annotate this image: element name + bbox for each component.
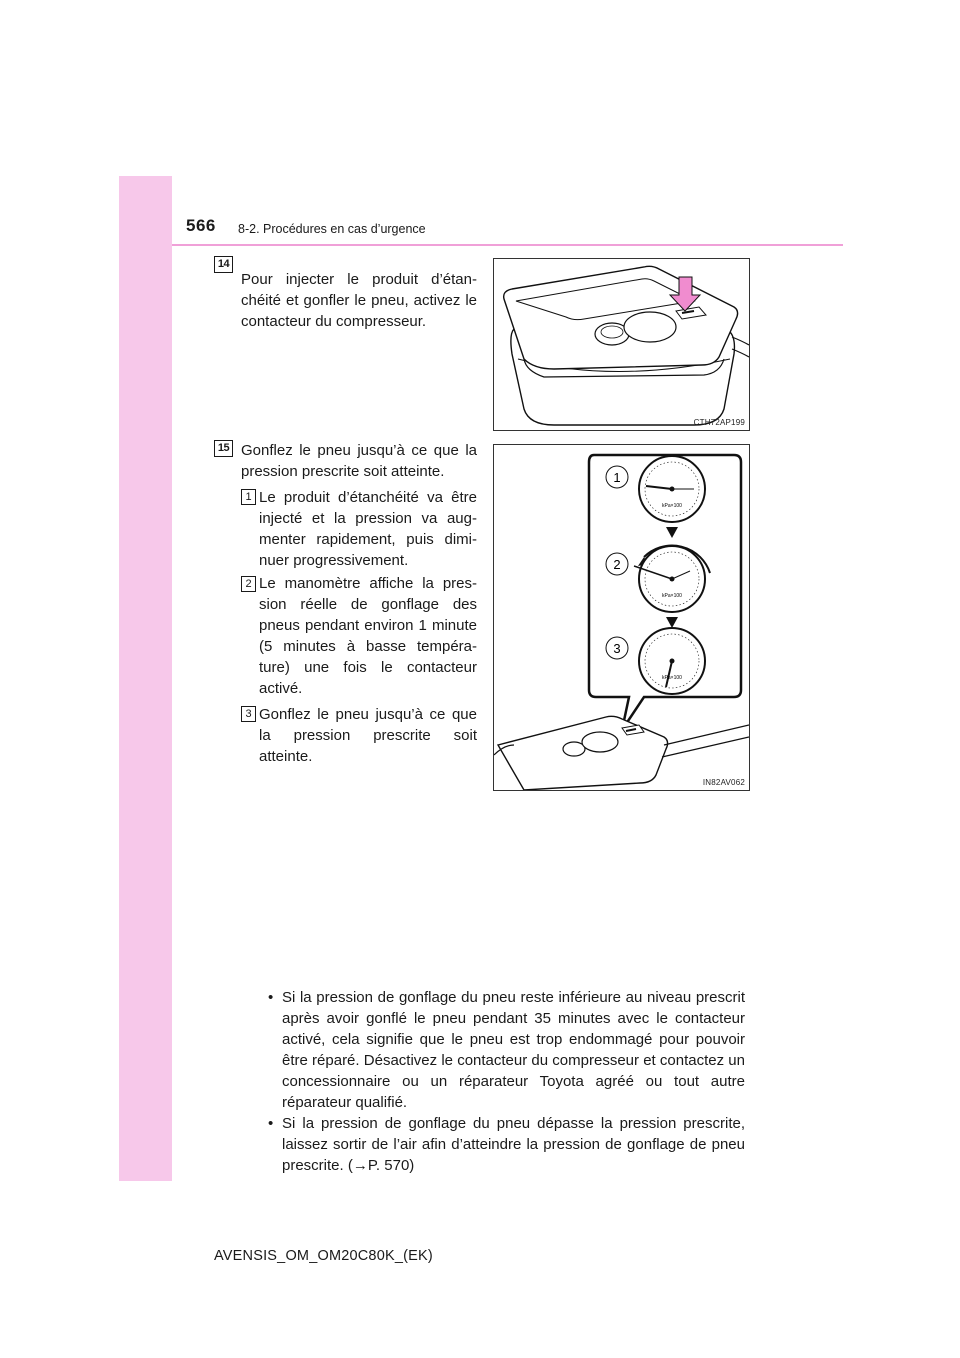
substep-1-text: Le produit d’étanchéité va être injecté et la pression va aug-menter rapidement, puis dimi-nuer progressivement. bbox=[259, 489, 477, 569]
gauge-unit-label: kPa×100 bbox=[662, 503, 682, 509]
footer-doc-code: AVENSIS_OM_OM20C80K_(EK) bbox=[214, 1248, 433, 1264]
gauge-1 bbox=[639, 456, 705, 522]
compressor-switch-figure bbox=[493, 258, 750, 431]
substep-badge-3: 3 bbox=[241, 706, 256, 722]
gauge-unit-label: kPa×100 bbox=[662, 593, 682, 599]
step-14-text: Pour injecter le produit d’étan-chéité et gonfler le pneu, activez le contacteur du compresseur. bbox=[241, 271, 477, 330]
compressor-illustration bbox=[494, 259, 749, 430]
page-number: 566 bbox=[186, 216, 216, 235]
note-item: • Si la pression de gonflage du pneu reste inférieure au niveau prescrit après avoir gonflé le pneu pendant 35 minutes avec le contacteur activé, cela signifie que le pneu est trop endommagé pour pouvoir être réparé. Désactivez le contacteur du compresseur et contactez un concessionnaire ou un réparateur Toyota agréé ou tout autre réparateur qualifié. bbox=[268, 987, 745, 1113]
gauge-3 bbox=[639, 628, 705, 694]
figure-code: IN82AV062 bbox=[702, 778, 745, 787]
callout-1: 1 bbox=[613, 470, 621, 485]
figure-code: CTH72AP199 bbox=[693, 418, 745, 427]
step-badge-15: 15 bbox=[214, 440, 233, 457]
callout-3: 3 bbox=[613, 641, 621, 656]
step-badge-14: 14 bbox=[214, 256, 233, 273]
side-tab-band bbox=[119, 176, 172, 1181]
substep-2-text: Le manomètre affiche la pres-sion réelle de gonflage des pneus pendant environ 1 minute (5 minutes à basse tempéra-ture) une fois le contacteur activé. bbox=[259, 575, 477, 697]
step-15-text: Gonflez le pneu jusqu’à ce que la pression prescrite soit atteinte. bbox=[241, 442, 477, 480]
substep-badge-2: 2 bbox=[241, 576, 256, 592]
substep-badge-1: 1 bbox=[241, 489, 256, 505]
substep-3-text: Gonflez le pneu jusqu’à ce que la pression prescrite soit atteinte. bbox=[259, 706, 477, 765]
header-rule bbox=[172, 244, 843, 246]
gauge-unit-label: kPa×100 bbox=[662, 675, 682, 681]
section-title: 8-2. Procédures en cas d’urgence bbox=[238, 222, 426, 236]
callout-2: 2 bbox=[613, 557, 621, 572]
notes-list bbox=[268, 987, 745, 1176]
pressure-gauge-figure bbox=[493, 444, 750, 791]
gauge-illustration bbox=[494, 445, 749, 790]
note-item: • Si la pression de gonflage du pneu dépasse la pression prescrite, laissez sortir de l’air afin d’atteindre la pression de gonflage de pneu prescrite. (→P. 570) bbox=[268, 1113, 745, 1176]
